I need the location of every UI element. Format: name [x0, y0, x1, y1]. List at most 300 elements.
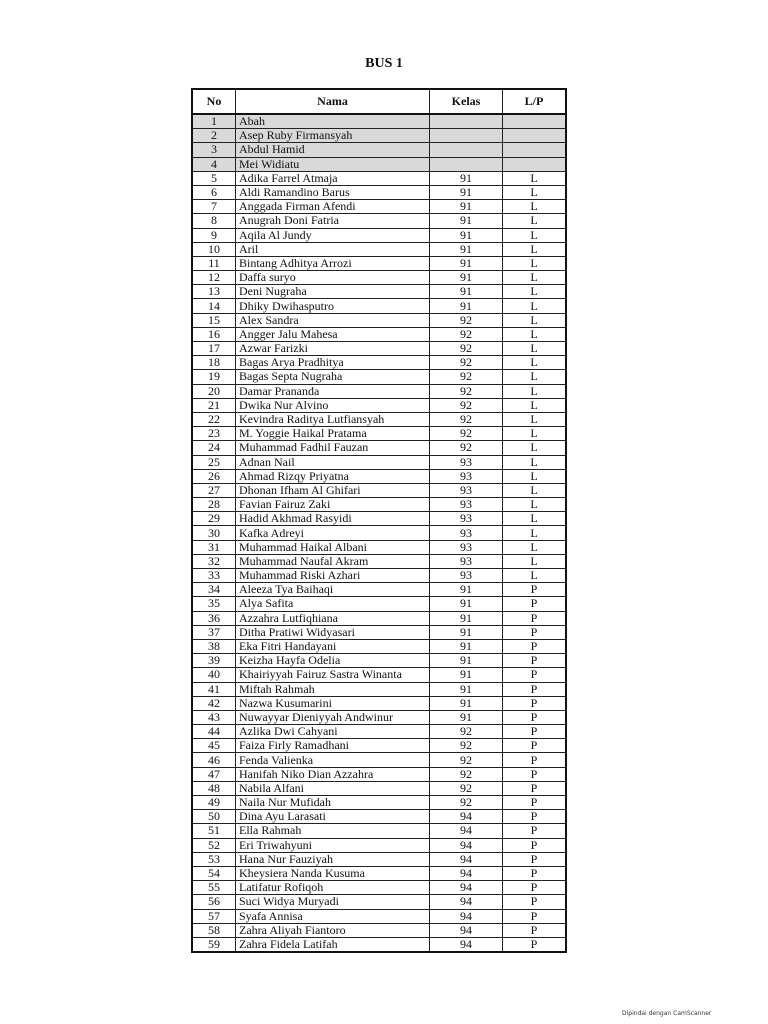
cell-lp: P — [503, 781, 567, 795]
cell-kelas: 93 — [430, 512, 503, 526]
cell-no: 47 — [192, 767, 236, 781]
table-row — [192, 583, 566, 597]
table-row — [192, 611, 566, 625]
table-row — [192, 866, 566, 880]
cell-no: 1 — [192, 114, 236, 129]
cell-nama: Syafa Annisa — [236, 909, 430, 923]
cell-kelas: 94 — [430, 937, 503, 952]
cell-no: 55 — [192, 881, 236, 895]
table-row — [192, 554, 566, 568]
table-row — [192, 200, 566, 214]
cell-lp: P — [503, 852, 567, 866]
cell-lp: P — [503, 923, 567, 937]
cell-no: 48 — [192, 781, 236, 795]
cell-nama: Azwar Farizki — [236, 342, 430, 356]
cell-kelas: 91 — [430, 583, 503, 597]
cell-nama: Keizha Hayfa Odelia — [236, 654, 430, 668]
cell-no: 11 — [192, 256, 236, 270]
cell-kelas: 91 — [430, 242, 503, 256]
cell-kelas: 91 — [430, 639, 503, 653]
cell-no: 32 — [192, 554, 236, 568]
cell-nama: Bagas Septa Nugraha — [236, 370, 430, 384]
cell-no: 53 — [192, 852, 236, 866]
cell-nama: Anggada Firman Afendi — [236, 200, 430, 214]
cell-lp: L — [503, 569, 567, 583]
cell-no: 8 — [192, 214, 236, 228]
cell-nama: Dwika Nur Alvino — [236, 398, 430, 412]
cell-kelas: 91 — [430, 682, 503, 696]
cell-lp: P — [503, 625, 567, 639]
table-row — [192, 327, 566, 341]
table-row — [192, 668, 566, 682]
table-row — [192, 710, 566, 724]
cell-kelas: 94 — [430, 852, 503, 866]
cell-lp — [503, 114, 567, 129]
table-row — [192, 781, 566, 795]
cell-lp: P — [503, 668, 567, 682]
cell-nama: Dina Ayu Larasati — [236, 810, 430, 824]
cell-lp: L — [503, 455, 567, 469]
cell-lp: L — [503, 398, 567, 412]
cell-lp: P — [503, 866, 567, 880]
table-row — [192, 725, 566, 739]
cell-nama: Abah — [236, 114, 430, 129]
table-row — [192, 285, 566, 299]
passenger-table — [191, 88, 567, 953]
cell-nama: Favian Fairuz Zaki — [236, 498, 430, 512]
cell-nama: Anugrah Doni Fatria — [236, 214, 430, 228]
cell-nama: Adnan Nail — [236, 455, 430, 469]
cell-nama: Fenda Valienka — [236, 753, 430, 767]
cell-nama: Asep Ruby Firmansyah — [236, 129, 430, 143]
cell-kelas: 92 — [430, 327, 503, 341]
cell-lp: L — [503, 370, 567, 384]
cell-kelas — [430, 143, 503, 157]
cell-no: 14 — [192, 299, 236, 313]
table-row — [192, 654, 566, 668]
cell-no: 30 — [192, 526, 236, 540]
cell-no: 43 — [192, 710, 236, 724]
cell-lp: L — [503, 441, 567, 455]
cell-nama: Azlika Dwi Cahyani — [236, 725, 430, 739]
cell-no: 42 — [192, 696, 236, 710]
cell-lp: P — [503, 597, 567, 611]
cell-lp: L — [503, 427, 567, 441]
cell-lp: P — [503, 696, 567, 710]
table-row — [192, 370, 566, 384]
cell-lp: L — [503, 483, 567, 497]
table-row — [192, 625, 566, 639]
cell-lp: P — [503, 937, 567, 952]
cell-nama: Hadid Akhmad Rasyidi — [236, 512, 430, 526]
table-row — [192, 923, 566, 937]
cell-lp: L — [503, 327, 567, 341]
table-row — [192, 299, 566, 313]
table-row — [192, 143, 566, 157]
cell-kelas: 92 — [430, 427, 503, 441]
cell-no: 13 — [192, 285, 236, 299]
cell-no: 29 — [192, 512, 236, 526]
cell-kelas: 91 — [430, 185, 503, 199]
cell-nama: Hanifah Niko Dian Azzahra — [236, 767, 430, 781]
cell-no: 56 — [192, 895, 236, 909]
cell-kelas: 92 — [430, 753, 503, 767]
table-row — [192, 909, 566, 923]
cell-kelas — [430, 114, 503, 129]
cell-no: 15 — [192, 313, 236, 327]
cell-lp: L — [503, 498, 567, 512]
cell-kelas: 94 — [430, 866, 503, 880]
cell-kelas: 94 — [430, 923, 503, 937]
cell-lp: P — [503, 725, 567, 739]
cell-lp: P — [503, 909, 567, 923]
cell-nama: Deni Nugraha — [236, 285, 430, 299]
table-row — [192, 937, 566, 952]
cell-lp: L — [503, 200, 567, 214]
table-row — [192, 214, 566, 228]
table-row — [192, 427, 566, 441]
cell-lp: L — [503, 384, 567, 398]
table-row — [192, 228, 566, 242]
cell-kelas — [430, 157, 503, 171]
cell-no: 18 — [192, 356, 236, 370]
cell-lp: L — [503, 540, 567, 554]
table-row — [192, 824, 566, 838]
cell-kelas: 94 — [430, 810, 503, 824]
cell-lp: L — [503, 271, 567, 285]
cell-kelas: 92 — [430, 384, 503, 398]
cell-lp: P — [503, 767, 567, 781]
cell-lp: L — [503, 554, 567, 568]
cell-lp: L — [503, 285, 567, 299]
cell-kelas: 91 — [430, 214, 503, 228]
table-row — [192, 242, 566, 256]
cell-nama: Bagas Arya Pradhitya — [236, 356, 430, 370]
cell-no: 16 — [192, 327, 236, 341]
cell-nama: Eri Triwahyuni — [236, 838, 430, 852]
cell-no: 52 — [192, 838, 236, 852]
cell-nama: Zahra Aliyah Fiantoro — [236, 923, 430, 937]
cell-kelas: 91 — [430, 299, 503, 313]
cell-kelas: 91 — [430, 200, 503, 214]
table-header-row — [192, 89, 566, 114]
cell-no: 54 — [192, 866, 236, 880]
cell-no: 21 — [192, 398, 236, 412]
table-row — [192, 129, 566, 143]
cell-nama: Angger Jalu Mahesa — [236, 327, 430, 341]
cell-lp — [503, 157, 567, 171]
cell-nama: Mei Widiatu — [236, 157, 430, 171]
cell-lp: L — [503, 313, 567, 327]
cell-kelas: 91 — [430, 611, 503, 625]
cell-no: 6 — [192, 185, 236, 199]
cell-kelas: 92 — [430, 441, 503, 455]
cell-lp: P — [503, 796, 567, 810]
cell-no: 58 — [192, 923, 236, 937]
cell-no: 2 — [192, 129, 236, 143]
cell-lp: L — [503, 256, 567, 270]
cell-kelas: 91 — [430, 271, 503, 285]
cell-kelas — [430, 129, 503, 143]
cell-no: 51 — [192, 824, 236, 838]
cell-nama: Adika Farrel Atmaja — [236, 171, 430, 185]
cell-no: 40 — [192, 668, 236, 682]
cell-kelas: 91 — [430, 228, 503, 242]
cell-no: 7 — [192, 200, 236, 214]
cell-nama: Muhammad Fadhil Fauzan — [236, 441, 430, 455]
cell-no: 25 — [192, 455, 236, 469]
cell-nama: Aril — [236, 242, 430, 256]
table-row — [192, 342, 566, 356]
cell-nama: Damar Prananda — [236, 384, 430, 398]
cell-no: 46 — [192, 753, 236, 767]
header-no: No — [192, 89, 236, 114]
cell-nama: Alex Sandra — [236, 313, 430, 327]
table-row — [192, 356, 566, 370]
cell-lp: P — [503, 611, 567, 625]
table-row — [192, 540, 566, 554]
cell-kelas: 93 — [430, 526, 503, 540]
cell-nama: Daffa suryo — [236, 271, 430, 285]
cell-no: 22 — [192, 412, 236, 426]
table-row — [192, 639, 566, 653]
cell-kelas: 91 — [430, 597, 503, 611]
cell-kelas: 93 — [430, 469, 503, 483]
cell-lp: P — [503, 753, 567, 767]
cell-no: 3 — [192, 143, 236, 157]
cell-lp: L — [503, 526, 567, 540]
cell-nama: Suci Widya Muryadi — [236, 895, 430, 909]
cell-lp: P — [503, 739, 567, 753]
cell-kelas: 92 — [430, 796, 503, 810]
table-row — [192, 569, 566, 583]
cell-kelas: 94 — [430, 881, 503, 895]
cell-nama: M. Yoggie Haikal Pratama — [236, 427, 430, 441]
cell-kelas: 91 — [430, 625, 503, 639]
header-nama: Nama — [236, 89, 430, 114]
cell-lp: P — [503, 682, 567, 696]
cell-kelas: 94 — [430, 838, 503, 852]
cell-no: 12 — [192, 271, 236, 285]
cell-no: 39 — [192, 654, 236, 668]
cell-nama: Latifatur Rofiqoh — [236, 881, 430, 895]
table-row — [192, 682, 566, 696]
cell-lp: P — [503, 810, 567, 824]
cell-nama: Aqila Al Jundy — [236, 228, 430, 242]
cell-nama: Bintang Adhitya Arrozi — [236, 256, 430, 270]
header-kelas: Kelas — [430, 89, 503, 114]
cell-kelas: 94 — [430, 909, 503, 923]
cell-nama: Kafka Adreyi — [236, 526, 430, 540]
table-row — [192, 696, 566, 710]
cell-kelas: 92 — [430, 356, 503, 370]
cell-lp: L — [503, 228, 567, 242]
cell-no: 17 — [192, 342, 236, 356]
cell-lp: P — [503, 654, 567, 668]
cell-nama: Naila Nur Mufidah — [236, 796, 430, 810]
cell-no: 36 — [192, 611, 236, 625]
table-row — [192, 384, 566, 398]
cell-no: 5 — [192, 171, 236, 185]
cell-nama: Eka Fitri Handayani — [236, 639, 430, 653]
table-row — [192, 271, 566, 285]
table-row — [192, 469, 566, 483]
cell-nama: Zahra Fidela Latifah — [236, 937, 430, 952]
cell-lp — [503, 143, 567, 157]
cell-nama: Nabila Alfani — [236, 781, 430, 795]
cell-lp: L — [503, 242, 567, 256]
cell-lp: L — [503, 342, 567, 356]
cell-no: 20 — [192, 384, 236, 398]
cell-kelas: 93 — [430, 455, 503, 469]
cell-nama: Nazwa Kusumarini — [236, 696, 430, 710]
cell-kelas: 93 — [430, 569, 503, 583]
table-body — [192, 114, 566, 952]
table-row — [192, 441, 566, 455]
table-row — [192, 483, 566, 497]
cell-nama: Hana Nur Fauziyah — [236, 852, 430, 866]
cell-kelas: 91 — [430, 171, 503, 185]
cell-no: 27 — [192, 483, 236, 497]
cell-no: 26 — [192, 469, 236, 483]
cell-lp: P — [503, 639, 567, 653]
cell-kelas: 91 — [430, 654, 503, 668]
cell-nama: Alya Safita — [236, 597, 430, 611]
cell-lp: P — [503, 583, 567, 597]
cell-no: 34 — [192, 583, 236, 597]
cell-no: 24 — [192, 441, 236, 455]
cell-nama: Dhonan Ifham Al Ghifari — [236, 483, 430, 497]
table-row — [192, 739, 566, 753]
cell-nama: Faiza Firly Ramadhani — [236, 739, 430, 753]
cell-no: 35 — [192, 597, 236, 611]
table-row — [192, 498, 566, 512]
cell-kelas: 92 — [430, 725, 503, 739]
cell-kelas: 92 — [430, 739, 503, 753]
cell-no: 33 — [192, 569, 236, 583]
cell-nama: Ditha Pratiwi Widyasari — [236, 625, 430, 639]
cell-lp: P — [503, 881, 567, 895]
cell-kelas: 91 — [430, 256, 503, 270]
cell-nama: Aldi Ramandino Barus — [236, 185, 430, 199]
cell-nama: Dhiky Dwihasputro — [236, 299, 430, 313]
table-row — [192, 838, 566, 852]
cell-kelas: 92 — [430, 313, 503, 327]
cell-kelas: 91 — [430, 696, 503, 710]
cell-no: 59 — [192, 937, 236, 952]
cell-nama: Ella Rahmah — [236, 824, 430, 838]
cell-lp: L — [503, 412, 567, 426]
cell-no: 38 — [192, 639, 236, 653]
cell-nama: Kevindra Raditya Lutfiansyah — [236, 412, 430, 426]
cell-no: 50 — [192, 810, 236, 824]
cell-lp: P — [503, 838, 567, 852]
table-row — [192, 185, 566, 199]
table-row — [192, 895, 566, 909]
cell-kelas: 92 — [430, 370, 503, 384]
cell-no: 4 — [192, 157, 236, 171]
cell-no: 57 — [192, 909, 236, 923]
cell-no: 49 — [192, 796, 236, 810]
cell-no: 44 — [192, 725, 236, 739]
table-row — [192, 114, 566, 129]
cell-kelas: 91 — [430, 285, 503, 299]
cell-nama: Muhammad Haikal Albani — [236, 540, 430, 554]
cell-no: 9 — [192, 228, 236, 242]
cell-no: 10 — [192, 242, 236, 256]
cell-lp — [503, 129, 567, 143]
cell-kelas: 91 — [430, 710, 503, 724]
cell-no: 31 — [192, 540, 236, 554]
cell-kelas: 93 — [430, 483, 503, 497]
table-row — [192, 526, 566, 540]
cell-nama: Muhammad Naufal Akram — [236, 554, 430, 568]
table-row — [192, 852, 566, 866]
cell-lp: L — [503, 356, 567, 370]
table-row — [192, 412, 566, 426]
table-row — [192, 796, 566, 810]
table-row — [192, 256, 566, 270]
cell-kelas: 92 — [430, 342, 503, 356]
cell-lp: L — [503, 214, 567, 228]
cell-no: 41 — [192, 682, 236, 696]
cell-nama: Miftah Rahmah — [236, 682, 430, 696]
cell-kelas: 93 — [430, 554, 503, 568]
cell-kelas: 92 — [430, 412, 503, 426]
table-row — [192, 597, 566, 611]
table-row — [192, 753, 566, 767]
cell-nama: Nuwayyar Dieniyyah Andwinur — [236, 710, 430, 724]
cell-nama: Ahmad Rizqy Priyatna — [236, 469, 430, 483]
cell-lp: P — [503, 824, 567, 838]
cell-kelas: 92 — [430, 398, 503, 412]
header-lp: L/P — [503, 89, 567, 114]
cell-nama: Azzahra Lutfiqhiana — [236, 611, 430, 625]
cell-lp: L — [503, 299, 567, 313]
table-row — [192, 313, 566, 327]
cell-nama: Aleeza Tya Baihaqi — [236, 583, 430, 597]
cell-nama: Kheysiera Nanda Kusuma — [236, 866, 430, 880]
table-row — [192, 512, 566, 526]
cell-kelas: 94 — [430, 895, 503, 909]
cell-no: 19 — [192, 370, 236, 384]
cell-nama: Khairiyyah Fairuz Sastra Winanta — [236, 668, 430, 682]
cell-no: 23 — [192, 427, 236, 441]
cell-lp: L — [503, 512, 567, 526]
cell-kelas: 92 — [430, 767, 503, 781]
cell-kelas: 94 — [430, 824, 503, 838]
table-row — [192, 398, 566, 412]
scanner-watermark: Dipindai dengan CamScanner — [622, 1010, 712, 1017]
cell-kelas: 93 — [430, 540, 503, 554]
table-row — [192, 881, 566, 895]
cell-lp: P — [503, 895, 567, 909]
cell-lp: L — [503, 171, 567, 185]
cell-kelas: 92 — [430, 781, 503, 795]
cell-no: 28 — [192, 498, 236, 512]
cell-nama: Muhammad Riski Azhari — [236, 569, 430, 583]
table-row — [192, 810, 566, 824]
table-row — [192, 171, 566, 185]
cell-lp: L — [503, 185, 567, 199]
cell-nama: Abdul Hamid — [236, 143, 430, 157]
cell-no: 45 — [192, 739, 236, 753]
cell-lp: P — [503, 710, 567, 724]
table-row — [192, 455, 566, 469]
cell-lp: L — [503, 469, 567, 483]
table-row — [192, 157, 566, 171]
table-row — [192, 767, 566, 781]
